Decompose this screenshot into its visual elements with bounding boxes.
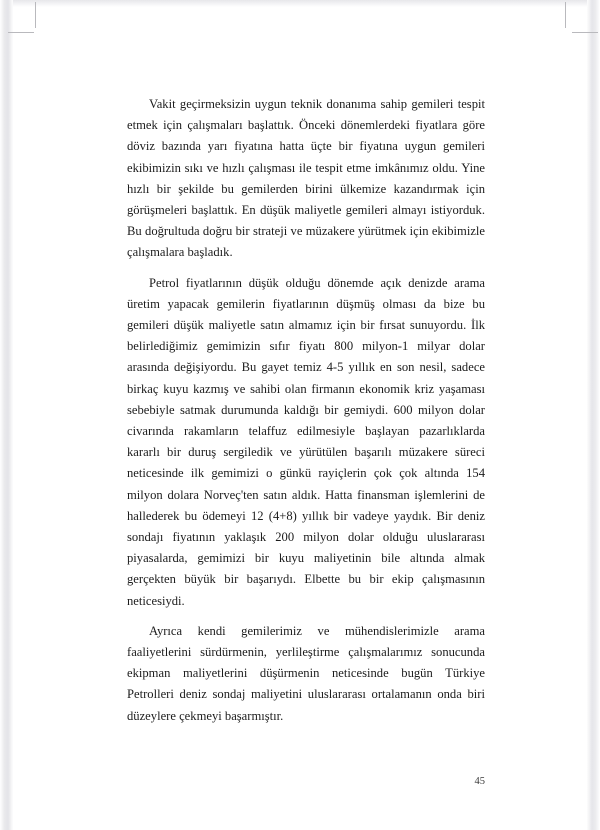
paragraph-3: Ayrıca kendi gemilerimiz ve mühendislerimizle arama faaliyetlerini sürdürmenin, yerlileştirme çalışmalarımız sonucunda ekipman maliyetlerini düşürmenin neticesinde bugün Türkiye Petrolleri deniz sondaj maliyetini uluslararası ortalamanın onda biri düzeylere çekmeyi başarmıştır. <box>127 623 485 723</box>
page-right-edge-shading <box>587 0 600 830</box>
crop-mark-top-left-vertical <box>35 2 36 28</box>
crop-mark-top-right-vertical <box>565 2 566 28</box>
crop-mark-top-left-horizontal <box>8 32 34 33</box>
page-text-body <box>127 94 485 727</box>
page-left-edge-shading <box>0 0 13 830</box>
page-top-edge-shading <box>0 0 600 7</box>
paragraph-2: Petrol fiyatlarının düşük olduğu dönemde açık denizde arama üretim yapacak gemilerin fiyatlarının düşmüş olması da bize bu gemileri düşük maliyetle satın almamız için bir fırsat sunuyordu. İlk belirlediğimiz gemimizin sıfır fiyatı 800 milyon-1 milyar dolar arasında değişiyordu. Bu gayet temiz 4-5 yıllık en son nesil, sadece birkaç kuyu kazmış ve sahibi olan firmanın ekonomik kriz yaşaması sebebiyle satmak durumunda kaldığı bir gemiydi. 600 milyon dolar civarında rakamların telaffuz edilmesiyle başlayan pazarlıklarda kararlı bir duruş sergiledik ve yürütülen başarılı müzakere süreci neticesinde ilk gemimizi o günkü rayiçlerin çok çok altında 154 milyon dolara Norveç'ten satın aldık. Hatta finansman işlemlerini de hallederek bu ödemeyi 12 (4+8) yıllık bir vadeye yaydık. Bir deniz sondajı fiyatının yaklaşık 200 milyon dolar olduğu uluslararası piyasalarda, gemimizi bir kuyu maliyetinin bile altında almak gerçekten büyük bir başarıydı. Elbette bu bir ekip çalışmasının neticesiydi. <box>127 275 485 608</box>
paragraph-1: Vakit geçirmeksizin uygun teknik donanıma sahip gemileri tespit etmek için çalışmaları başlattık. Önceki dönemlerdeki fiyatlara göre döviz bazında yarı fiyatına hatta üçte bir fiyatına uygun gemileri ekibimizin sıkı ve hızlı çalışması ile tespit etme imkânımız oldu. Yine hızlı bir şekilde bu gemilerden birini ülkemize kazandırmak için görüşmeleri başlattık. En düşük maliyetle gemileri almayı istiyorduk. Bu doğrultuda doğru bir strateji ve müzakere yürütmek için ekibimizle çalışmalara başladık. <box>127 97 485 260</box>
page-number: 45 <box>474 776 485 787</box>
crop-mark-top-right-horizontal <box>572 32 598 33</box>
